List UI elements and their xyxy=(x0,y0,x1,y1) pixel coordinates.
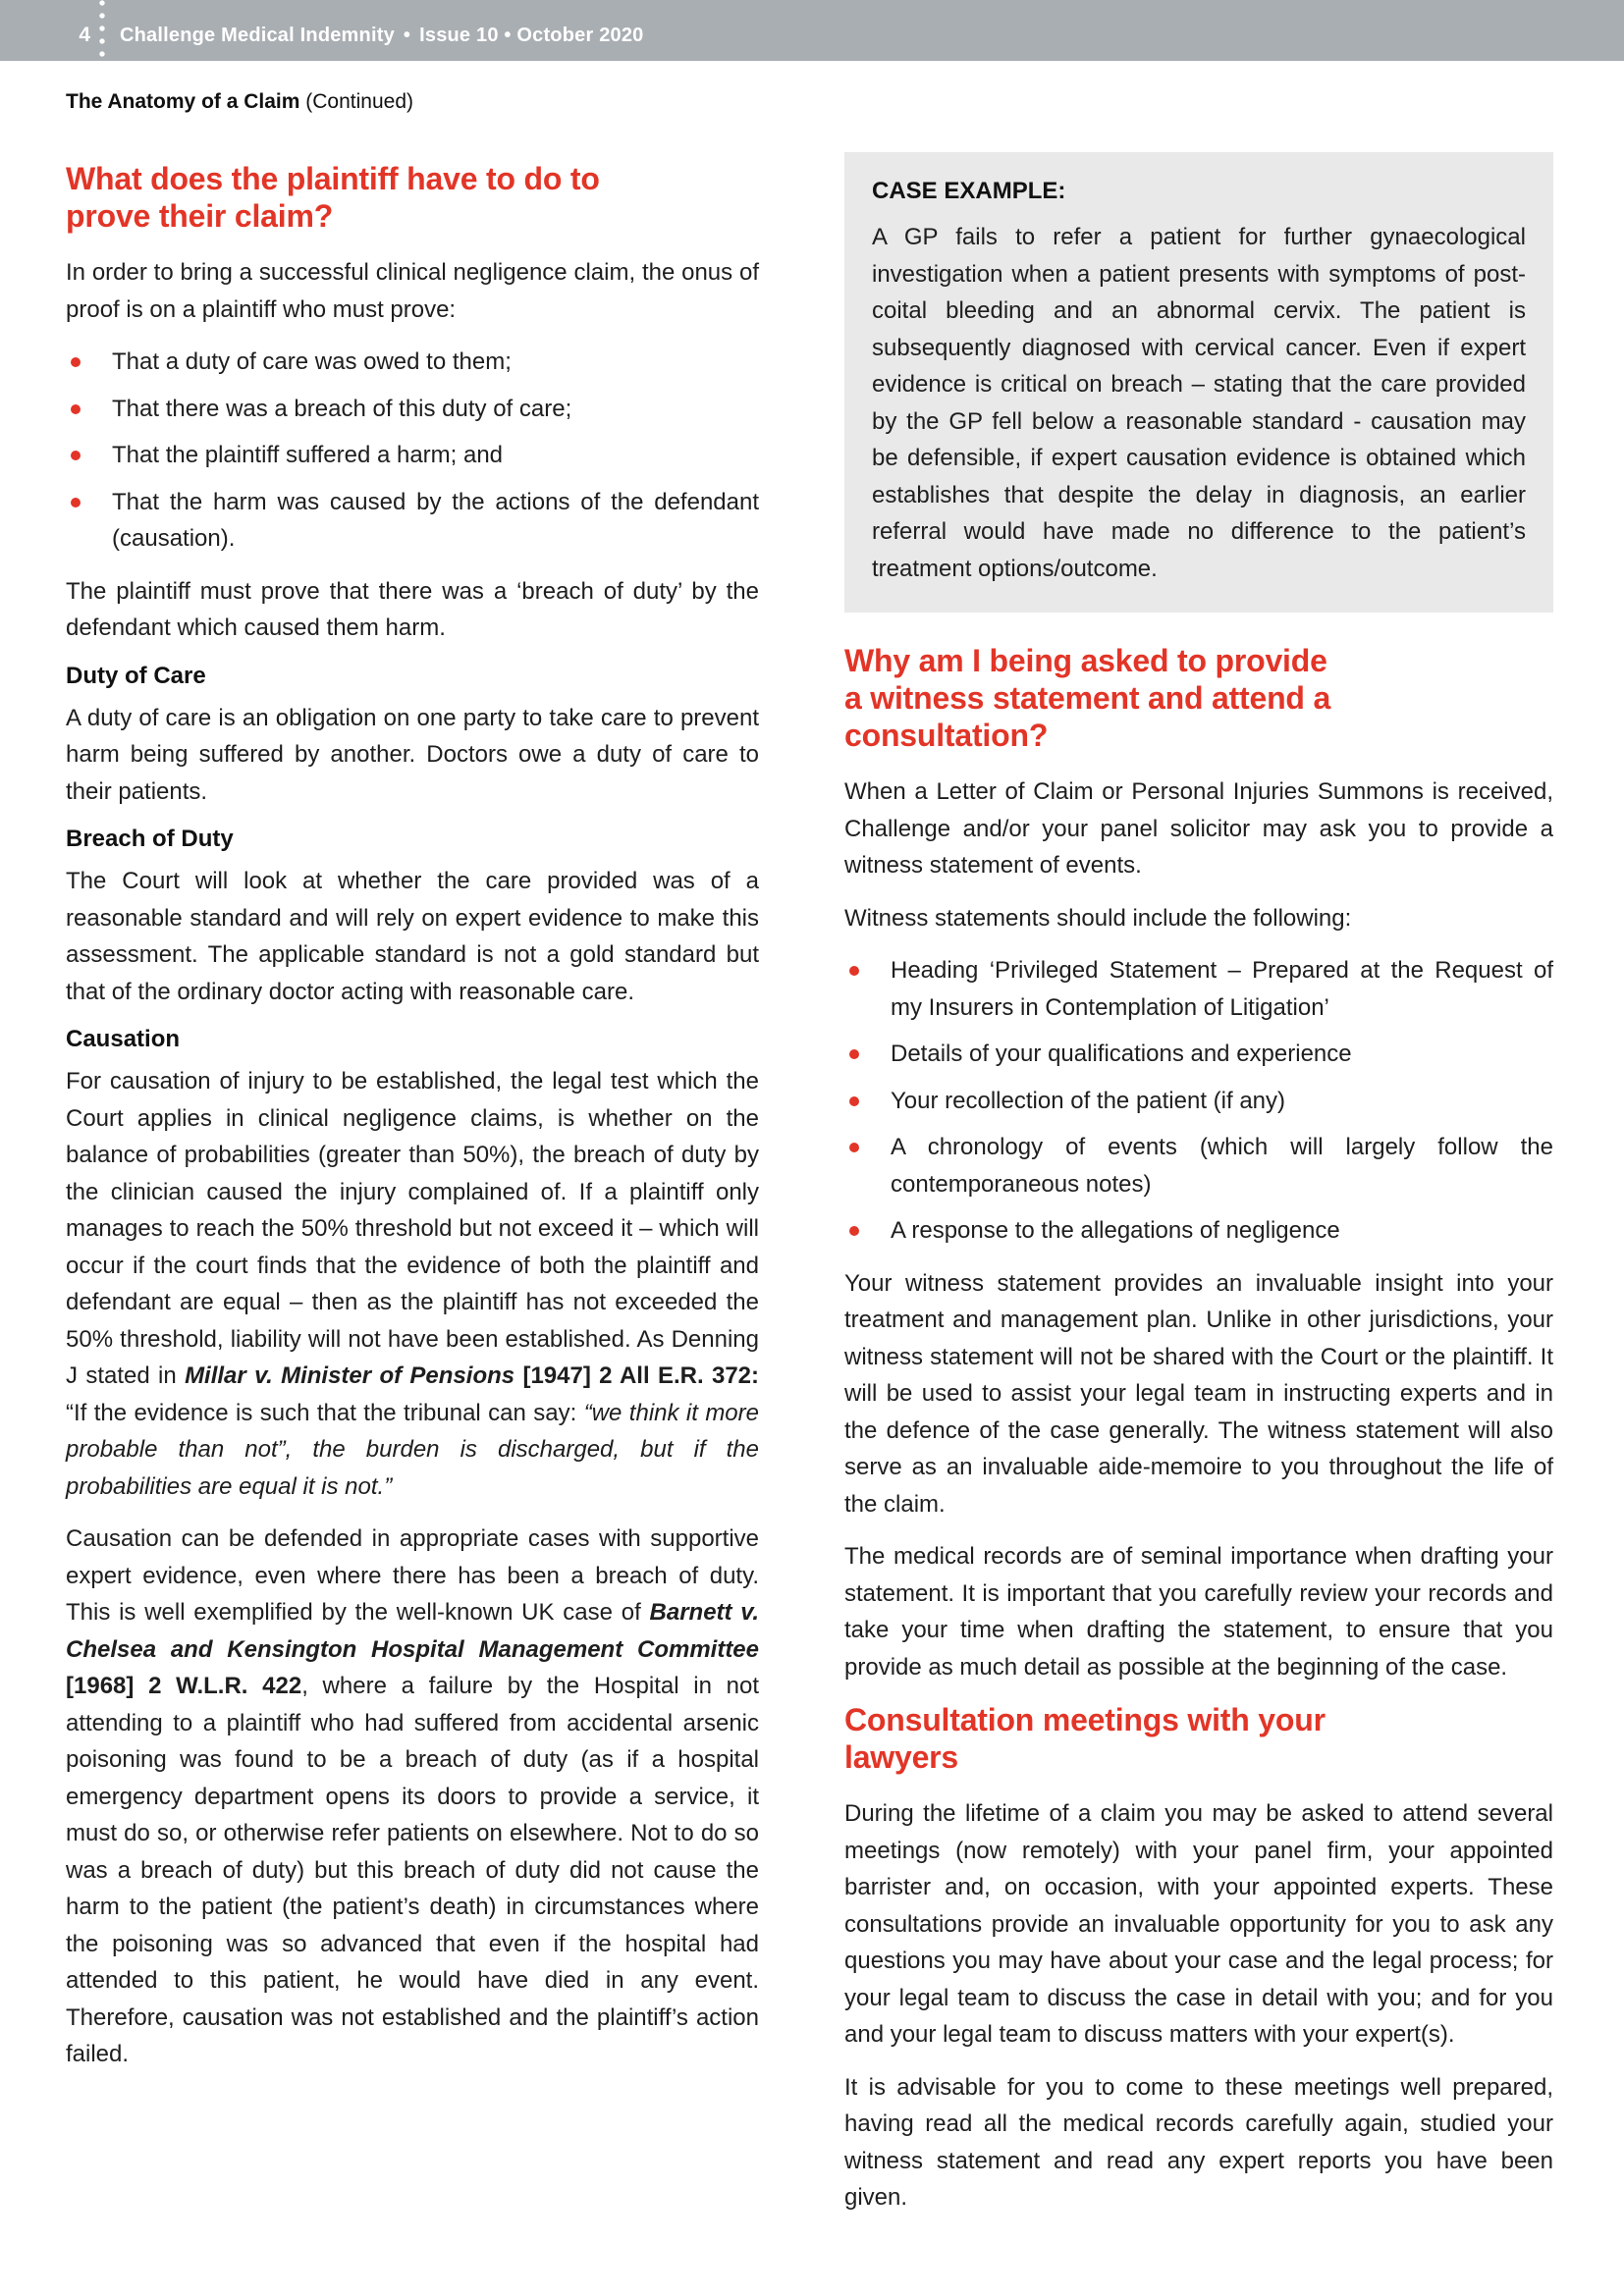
witness-paragraph-1: When a Letter of Claim or Personal Injuries Summons is received, Challenge and/or your panel solicitor may ask you to provide a witness statement of events. xyxy=(844,778,1553,879)
bullet-text: That there was a breach of this duty of care; xyxy=(112,395,572,422)
bullet-item xyxy=(66,391,759,428)
text-run: , where a failure by the Hospital in not attending to a plaintiff who had suffered from accidental arsenic poisoning was found to be a breach of duty (as if a hospital emergency department opens its doors to provide a service, it must do so, or otherwise refer patients on elsewhere. Not to do so was a breach of duty) but this breach of duty did not cause the harm to the patient (the patient’s death) in circumstances where the poisoning was so advanced that even if the hospital had attended to this patient, he would have died in any event. Therefore, causation was not established and the plaintiff’s action failed. xyxy=(66,1673,759,2067)
article-continued-heading xyxy=(66,90,413,114)
bullet-text: That a duty of care was owed to them; xyxy=(112,348,512,375)
bullet-dot xyxy=(849,966,859,976)
after-bullets-paragraph: The plaintiff must prove that there was a ‘breach of duty’ by the defendant which caused them harm. xyxy=(66,577,759,641)
text-run: (Continued) xyxy=(299,90,413,113)
header-separator: • xyxy=(403,25,411,46)
bullet-item xyxy=(844,1083,1553,1120)
causation-paragraph-2 xyxy=(66,1521,759,2073)
bullet-item xyxy=(844,952,1553,1026)
section-heading-witness-statement: Why am I being asked to provide a witness statement and attend a consultation? xyxy=(844,643,1331,753)
bullet-item xyxy=(844,1212,1553,1250)
text-run: [1968] 2 W.L.R. 422 xyxy=(66,1673,302,1699)
consultation-paragraph-2: It is advisable for you to come to these meetings well prepared, having read all the medical records carefully again, studied your witness statement and read any expert reports you have been given. xyxy=(844,2073,1553,2211)
page-number: 4 xyxy=(79,24,90,46)
proof-bullet-list xyxy=(66,344,759,558)
page-header-bar xyxy=(0,0,1624,61)
bullet-dot xyxy=(71,404,81,414)
bullet-text: A chronology of events (which will largely follow the contemporaneous notes) xyxy=(891,1134,1553,1198)
subheading-causation: Causation xyxy=(66,1026,181,1052)
text-run: Causation can be defended in appropriate cases with supportive expert evidence, even where there has been a breach of duty. This is well exemplified by the well-known UK case of xyxy=(66,1525,759,1626)
bullet-item xyxy=(66,484,759,558)
bullet-text: Heading ‘Privileged Statement – Prepared at the Request of my Insurers in Contemplation of Litigation’ xyxy=(891,957,1553,1021)
section-heading-consultation-meetings: Consultation meetings with your lawyers xyxy=(844,1702,1326,1775)
breach-of-duty-paragraph: The Court will look at whether the care provided was of a reasonable standard and will rely on expert evidence to make this assessment. The applicable standard is not a gold standard but that of the ordinary doctor acting with reasonable care. xyxy=(66,868,759,1005)
bullet-text: Details of your qualifications and experience xyxy=(891,1041,1352,1067)
section-heading-prove-claim: What does the plaintiff have to do to prove their claim? xyxy=(66,161,600,234)
bullet-item xyxy=(66,437,759,474)
bullet-dot xyxy=(849,1049,859,1059)
bullet-dot xyxy=(849,1226,859,1236)
bullet-text: A response to the allegations of negligence xyxy=(891,1217,1340,1244)
bullet-text: Your recollection of the patient (if any) xyxy=(891,1087,1286,1114)
bullet-dot xyxy=(71,357,81,367)
witness-paragraph-3: Your witness statement provides an invaluable insight into your treatment and management plan. Unlike in other jurisdictions, your witness statement will not be shared with the Court or the plaintiff. It will be used to assist your legal team in instructing experts and in the defence of the case generally. The witness statement will also serve as an invaluable aide-memoire to you throughout the life of the claim. xyxy=(844,1269,1553,1518)
duty-of-care-paragraph: A duty of care is an obligation on one party to take care to prevent harm being suffered by another. Doctors owe a duty of care to their patients. xyxy=(66,704,759,805)
text-run: The Anatomy of a Claim xyxy=(66,90,300,113)
header-issue-date: Issue 10 • October 2020 xyxy=(419,25,644,46)
text-run: For causation of injury to be established, the legal test which the Court applies in clinical negligence claims, is whether on the balance of probabilities (greater than 50%), the breach of duty by the clinician caused the injury complained of. If a plaintiff only manages to reach the 50% threshold but not exceed it – which will occur if the court finds that the evidence of both the plaintiff and defendant are equal – then as the plaintiff has not exceeded the 50% threshold, liability will not have been established. As Denning J stated in xyxy=(66,1068,759,1389)
header-title: Challenge Medical Indemnity xyxy=(120,25,395,46)
causation-paragraph-1 xyxy=(66,1063,759,1505)
bullet-text: That the harm was caused by the actions of the defendant (causation). xyxy=(112,488,759,552)
text-run: Millar v. Minister of Pensions xyxy=(185,1362,515,1389)
left-column xyxy=(66,160,759,2089)
bullet-dot xyxy=(71,451,81,460)
header-text xyxy=(120,0,644,61)
right-column xyxy=(844,152,1553,2232)
text-run: [1947] 2 All E.R. 372: xyxy=(514,1362,760,1389)
dotted-divider xyxy=(99,0,105,79)
case-example-box xyxy=(844,152,1553,613)
case-example-heading: CASE EXAMPLE: xyxy=(872,178,1066,204)
text-run: “we think it more probable than not”, the burden is discharged, but if the probabilities are equal it is not.” xyxy=(66,1399,759,1500)
text-run: Barnett v. Chelsea and Kensington Hospital Management Committee xyxy=(66,1599,759,1663)
witness-paragraph-4: The medical records are of seminal importance when drafting your statement. It is important that you carefully review your records and take your time when drafting the statement, to ensure that you provide as much detail as possible at the beginning of the case. xyxy=(844,1543,1553,1681)
bullet-dot xyxy=(849,1096,859,1106)
bullet-item xyxy=(844,1036,1553,1073)
subheading-breach-of-duty: Breach of Duty xyxy=(66,826,234,852)
witness-bullet-list xyxy=(844,952,1553,1250)
consultation-paragraph-1: During the lifetime of a claim you may be asked to attend several meetings (now remotely) with your panel firm, your appointed barrister and, on occasion, with your appointed experts. These consultations provide an invaluable opportunity for you to ask any questions you may have about your case and the legal process; for your legal team to discuss the case in detail with you; and for you and your legal team to discuss matters with your expert(s). xyxy=(844,1800,1553,2048)
bullet-item xyxy=(66,344,759,381)
bullet-dot xyxy=(71,498,81,507)
case-example-body: A GP fails to refer a patient for further gynaecological investigation when a patient presents with symptoms of post-coital bleeding and an abnormal cervix. The patient is subsequently diagnosed with cervical cancer. Even if expert evidence is critical on breach – stating that the care provided by the GP fell below a reasonable standard - causation may be defensible, if expert causation evidence is obtained which establishes that despite the delay in diagnosis, an earlier referral would have made no difference to the patient’s treatment options/outcome. xyxy=(872,224,1526,582)
subheading-duty-of-care: Duty of Care xyxy=(66,662,206,689)
witness-paragraph-2: Witness statements should include the following: xyxy=(844,904,1352,932)
text-run: “If the evidence is such that the tribunal can say: xyxy=(66,1399,584,1426)
bullet-text: That the plaintiff suffered a harm; and xyxy=(112,442,504,468)
intro-paragraph: In order to bring a successful clinical negligence claim, the onus of proof is on a plaintiff who must prove: xyxy=(66,259,759,323)
bullet-item xyxy=(844,1129,1553,1202)
bullet-dot xyxy=(849,1143,859,1152)
